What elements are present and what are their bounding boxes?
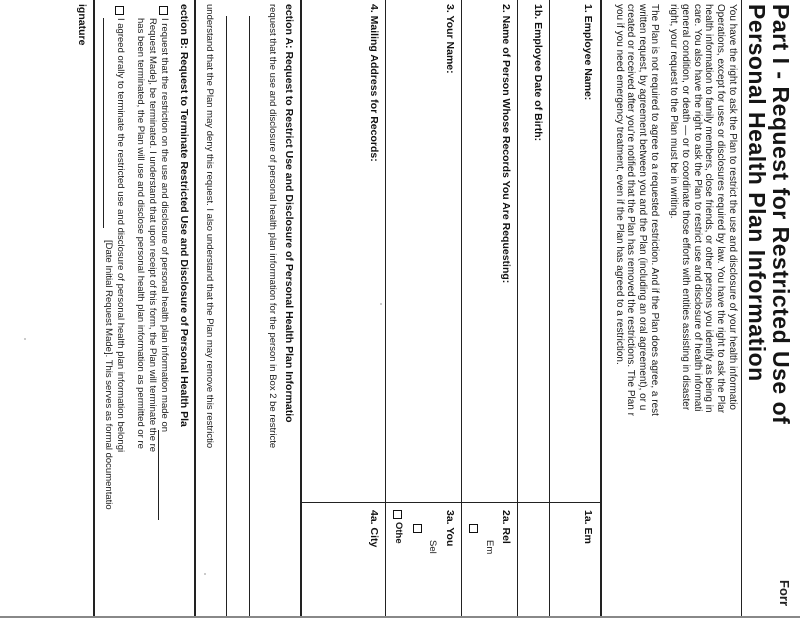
mailing-address-label: 4. Mailing Address for Records: (368, 4, 380, 162)
section-b-option2-line1: I agreed orally to terminate the restricted use and disclosure of personal health plan information belongi (115, 18, 126, 453)
other-option-label: Othe (393, 522, 404, 544)
section-b-option1-line3: has been terminated, the Plan will use and disclose personal health plan information as permitted or re (135, 18, 146, 449)
section-a-heading: ection A: Request to Restrict Use and Disclosure of Personal Health Plan Informatio (283, 4, 295, 423)
relationship-label: 2a. Rel (500, 510, 512, 544)
date-blank-line[interactable] (158, 430, 159, 520)
relationship-checkbox[interactable] (469, 524, 478, 533)
employee-id-label: 1a. Em (582, 510, 594, 544)
other-checkbox[interactable] (393, 510, 402, 519)
second-line: The Plan is not required to agree to a requested restriction. And if the Plan does agree, a rest (649, 4, 660, 416)
section-b-option1-line2: Request Made], be terminated. I understand that upon receipt of this form, the Plan will terminate the re (147, 18, 158, 453)
person-name-label: 2. Name of Person Whose Records You Are Requesting: (500, 4, 512, 284)
section-b-option2-line2: [Date Initial Request Made]. This serves as formal documentatio (103, 240, 114, 510)
intro-line: right, your request to the Plan must be in writing. (668, 4, 680, 219)
section-a-understand: understand that the Plan may deny this request. I also understand that the Plan may remove this restrictio (204, 4, 215, 449)
section-a-line[interactable] (249, 16, 250, 616)
employee-name-label: 1. Employee Name: (582, 4, 594, 101)
section-a-text: request that the use and disclosure of personal health plan information for the person in Box 2 be restricte (267, 4, 278, 449)
your-name-label: 3. Your Name: (444, 4, 456, 74)
scan-speck (24, 338, 26, 340)
scan-speck (204, 573, 206, 575)
section-b-heading: ection B: Request to Terminate Restricted Use and Disclosure of Personal Health Pla (178, 4, 190, 427)
intro-paragraph (667, 4, 738, 614)
your-relationship-self: Sel (427, 540, 438, 554)
signature-label: ignature (76, 4, 88, 46)
your-relationship-label: 3a. You (444, 510, 456, 547)
second-line: you if you need emergency treatment, even if the Plan has agreed to a restriction. (613, 4, 625, 365)
form-title-line1: Part I - Request for Restricted Use of (768, 4, 794, 425)
relationship-option: Em (484, 540, 495, 555)
form-corner-label: Forr (777, 580, 792, 606)
second-paragraph (613, 4, 660, 614)
section-a-line[interactable] (226, 16, 227, 616)
intro-line: You have the right to ask the Plan to restrict the use and disclosure of your health informatio (727, 4, 738, 410)
section-b-option1-line1: I request that the restriction on the use and disclosure of personal health plan information made on (159, 18, 170, 433)
intro-line: health information to family members, close friends, or other persons you identify as being in (703, 4, 715, 413)
intro-line: general condition, or death — or to coordinate those efforts with entities assisting in disaster (679, 4, 691, 411)
second-line: written request, by agreement between you and the Plan (including an oral agreement), or u (637, 4, 649, 411)
second-line: created or received after you're notified that the Plan has removed the restrictions. The Plan r (625, 4, 637, 416)
terminate-request-checkbox[interactable] (159, 6, 168, 15)
form-title-line2: Personal Health Plan Information (744, 4, 770, 382)
self-checkbox[interactable] (413, 524, 422, 533)
date-blank-line-2[interactable] (103, 18, 104, 228)
scan-speck (380, 303, 382, 305)
city-label: 4a. City (368, 510, 380, 548)
employee-dob-label: 1b. Employee Date of Birth: (532, 4, 544, 142)
intro-line: Operations, except for uses or disclosures required by law. You have the right to ask the Plar (715, 4, 727, 414)
oral-terminate-checkbox[interactable] (115, 6, 124, 15)
intro-line: care. You also have the right to ask the Plan to restrict use and disclosure of health informati (691, 4, 703, 412)
